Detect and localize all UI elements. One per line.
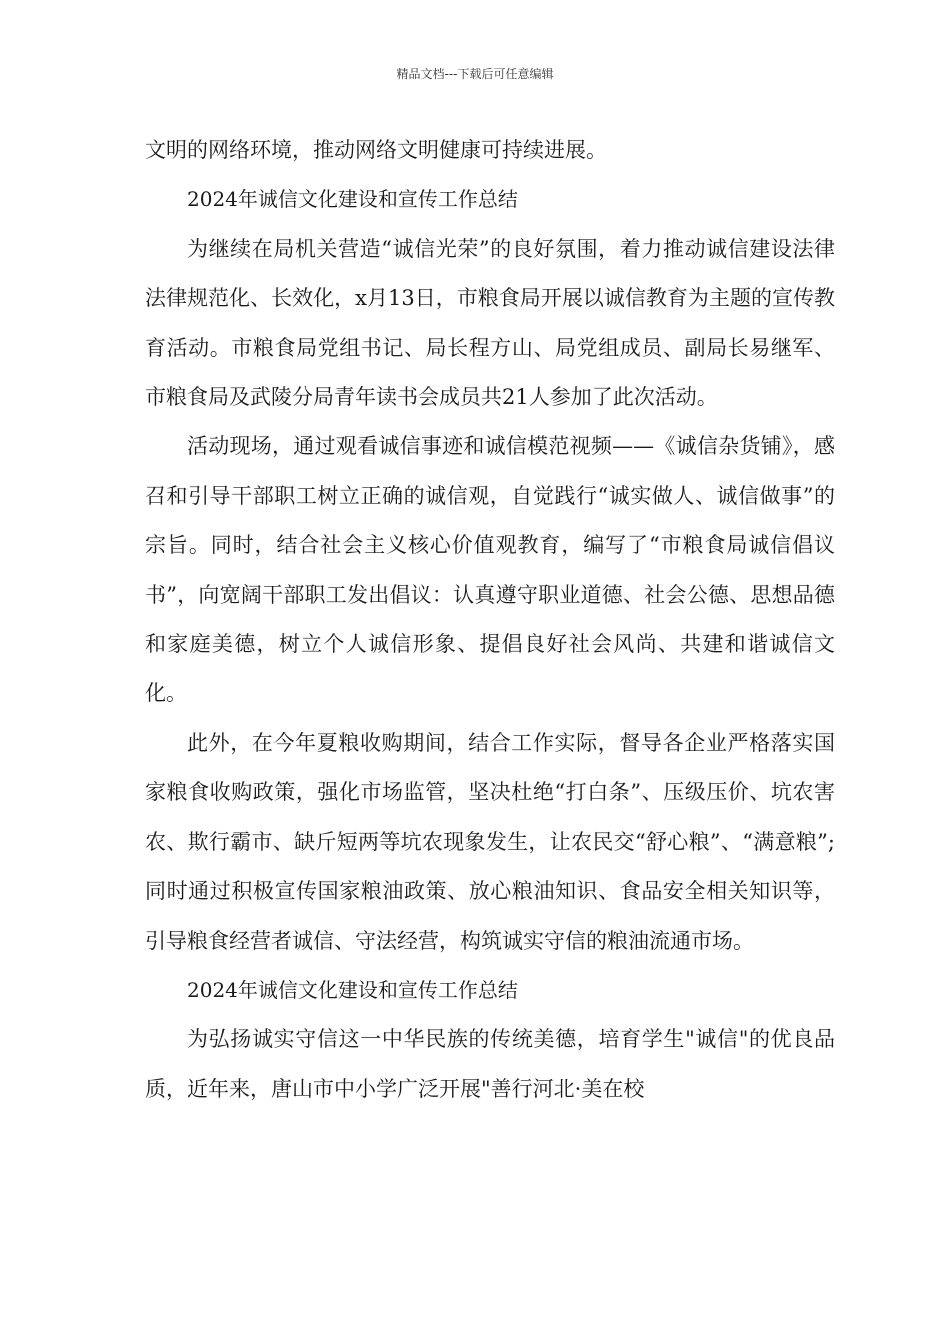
paragraph: 为继续在局机关营造“诚信光荣”的良好氛围，着力推动诚信建设法律法律规范化、长效化，x月13日，市粮食局开展以诚信教育为主题的宣传教育活动。市粮食局党组书记、局长程方山、局党组成员、副局长易继军、市粮食局及武陵分局青年读书会成员共21人参加了此次活动。 [145, 236, 835, 410]
paragraph: 为弘扬诚实守信这一中华民族的传统美德，培育学生"诚信"的优良品质，近年来，唐山市中小学广泛开展"善行河北·美在校 [145, 1027, 835, 1101]
section-heading: 2024年诚信文化建设和宣传工作总结 [187, 187, 518, 212]
paragraph: 此外，在今年夏粮收购期间，结合工作实际，督导各企业严格落实国家粮食收购政策，强化市场监管，坚决杜绝“打白条”、压级压价、坑农害农、欺行霸市、缺斤短两等坑农现象发生，让农民交“舒心粮”、“满意粮”;同时通过积极宣传国家粮油政策、放心粮油知识、食品安全相关知识等，引导粮食经营者诚信、守法经营，构筑诚实守信的粮油流通市场。 [145, 730, 835, 953]
section-heading: 2024年诚信文化建设和宣传工作总结 [187, 977, 518, 1002]
page-header: 精品文档---下载后可任意编辑 [396, 67, 554, 81]
document-body [145, 126, 835, 1114]
paragraph-continued: 文明的网络环境，推动网络文明健康可持续进展。 [145, 138, 607, 162]
paragraph: 活动现场，通过观看诚信事迹和诚信模范视频——《诚信杂货铺》，感召和引导干部职工树立正确的诚信观，自觉践行“诚实做人、诚信做事”的宗旨。同时，结合社会主义核心价值观教育，编写了“市粮食局诚信倡议书”，向宽阔干部职工发出倡议：认真遵守职业道德、社会公德、思想品德和家庭美德，树立个人诚信形象、提倡良好社会风尚、共建和谐诚信文化。 [145, 434, 835, 706]
